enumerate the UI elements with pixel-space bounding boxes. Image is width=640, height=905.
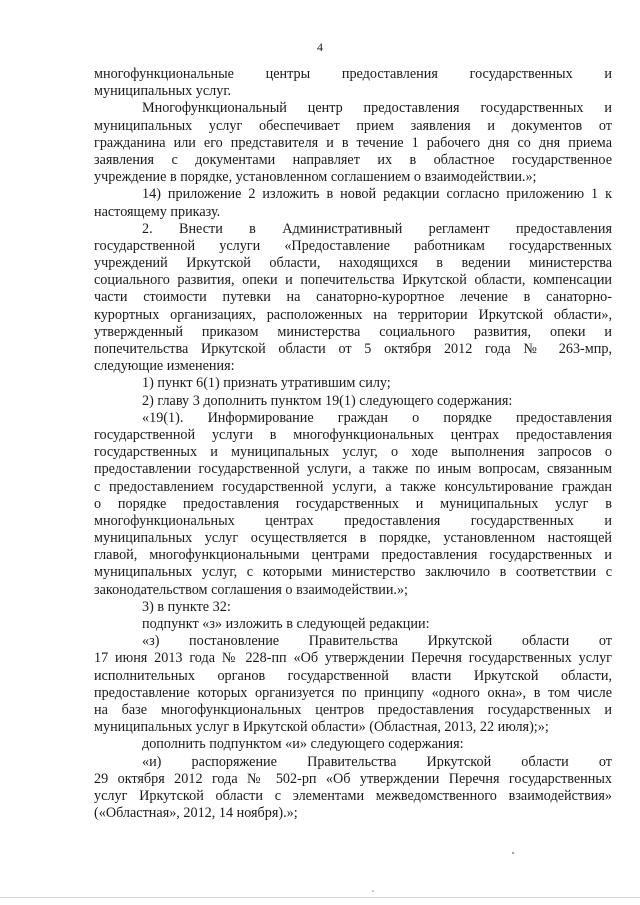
text-line: муниципальных услуг, с которыми министерство заключило в соответствии с (94, 564, 612, 581)
text-line: учреждение в порядке, установленном соглашением о взаимодействии.»; (94, 169, 537, 186)
text-line: многофункциональные центры предоставления государственных и (94, 66, 612, 82)
text-line: социального развития, опеки и попечительства Иркутской области, компенсации (94, 272, 612, 289)
text-line: государственных и муниципальных услуг, о ходе выполнения запросов о (94, 444, 612, 461)
text-line: государственной услуги «Предоставление работникам государственных (94, 237, 612, 254)
text-line: «и) распоряжение Правительства Иркутской области от (142, 753, 612, 770)
text-line: муниципальных услуг обеспечивает прием заявления и документов от (94, 117, 612, 134)
text-line: многофункциональных центрах предоставления государственных и (94, 512, 612, 529)
text-line: о порядке предоставления государственных и муниципальных услуг в (94, 495, 612, 512)
text-line: муниципальных услуг. (94, 83, 232, 100)
scan-speck (512, 852, 514, 854)
text-line: попечительства Иркутской области от 5 октября 2012 года № 263-мпр, (94, 341, 612, 357)
text-line: «19(1). Информирование граждан о порядке предоставления (142, 409, 612, 426)
text-line: следующие изменения: (94, 358, 235, 375)
text-line: курортных организациях, расположенных на территории Иркутской области», (94, 306, 612, 323)
text-line: настоящему приказу. (94, 203, 221, 220)
text-line: на базе многофункциональных центров предоставления государственных и (94, 701, 612, 718)
text-line: 29 октября 2012 года № 502-рп «Об утверждении Перечня государственных (94, 770, 612, 787)
text-line: главой, многофункциональными центрами предоставления государственных и (94, 547, 612, 564)
text-line: 3) в пункте 32: (142, 598, 231, 615)
text-line: 1) пункт 6(1) признать утратившим силу; (142, 375, 391, 392)
text-line: 14) приложение 2 изложить в новой редакции согласно приложению 1 к (142, 186, 612, 203)
text-line: государственной услуги в многофункциональных центрах предоставления (94, 426, 612, 443)
text-line: 2) главу 3 дополнить пунктом 19(1) следующего содержания: (142, 392, 513, 409)
scan-speck (372, 890, 374, 892)
text-line: учреждений Иркутской области, находящихся в ведении министерства (94, 255, 612, 272)
text-line: гражданина или его представителя и в течение 1 рабочего дня со дня приема (94, 134, 612, 151)
text-line: подпункт «з» изложить в следующей редакции: (142, 616, 430, 632)
text-line: дополнить подпунктом «и» следующего содержания: (142, 736, 464, 753)
text-line: законодательством соглашения о взаимодействии.»; (94, 581, 408, 598)
text-line: части стоимости путевки на санаторно-курортное лечение в санаторно- (94, 289, 612, 306)
document-body (94, 66, 612, 822)
text-line: предоставление которых организуется по принципу «одного окна», в том числе (94, 684, 612, 701)
text-line: Многофункциональный центр предоставления государственных и (142, 100, 612, 117)
text-line: утвержденный приказом министерства социального развития, опеки и (94, 323, 612, 340)
text-line: исполнительных органов государственной власти Иркутской области, (94, 667, 612, 684)
text-line: 17 июня 2013 года № 228-пп «Об утверждении Перечня государственных услуг (94, 650, 612, 667)
text-line: 2. Внести в Административный регламент предоставления (142, 220, 612, 237)
text-line: («Областная», 2012, 14 ноября).»; (94, 805, 298, 822)
text-line: муниципальных услуг осуществляется в порядке, установленном настоящей (94, 530, 612, 547)
text-line: с предоставлением государственной услуги, а также консультирование граждан (94, 478, 612, 495)
text-line: заявления с документами направляет их в областное государственное (94, 151, 612, 168)
text-line: услуг Иркутской области с элементами межведомственного взаимодействия» (94, 787, 612, 804)
text-line: «з) постановление Правительства Иркутской области от (142, 633, 612, 650)
page-number: 4 (317, 40, 323, 54)
text-line: муниципальных услуг в Иркутской области» (Областная, 2013, 22 июля);»; (94, 719, 549, 736)
text-line: предоставлении государственной услуги, а также по иным вопросам, связанным (94, 461, 612, 478)
scan-edge-line (0, 897, 640, 898)
